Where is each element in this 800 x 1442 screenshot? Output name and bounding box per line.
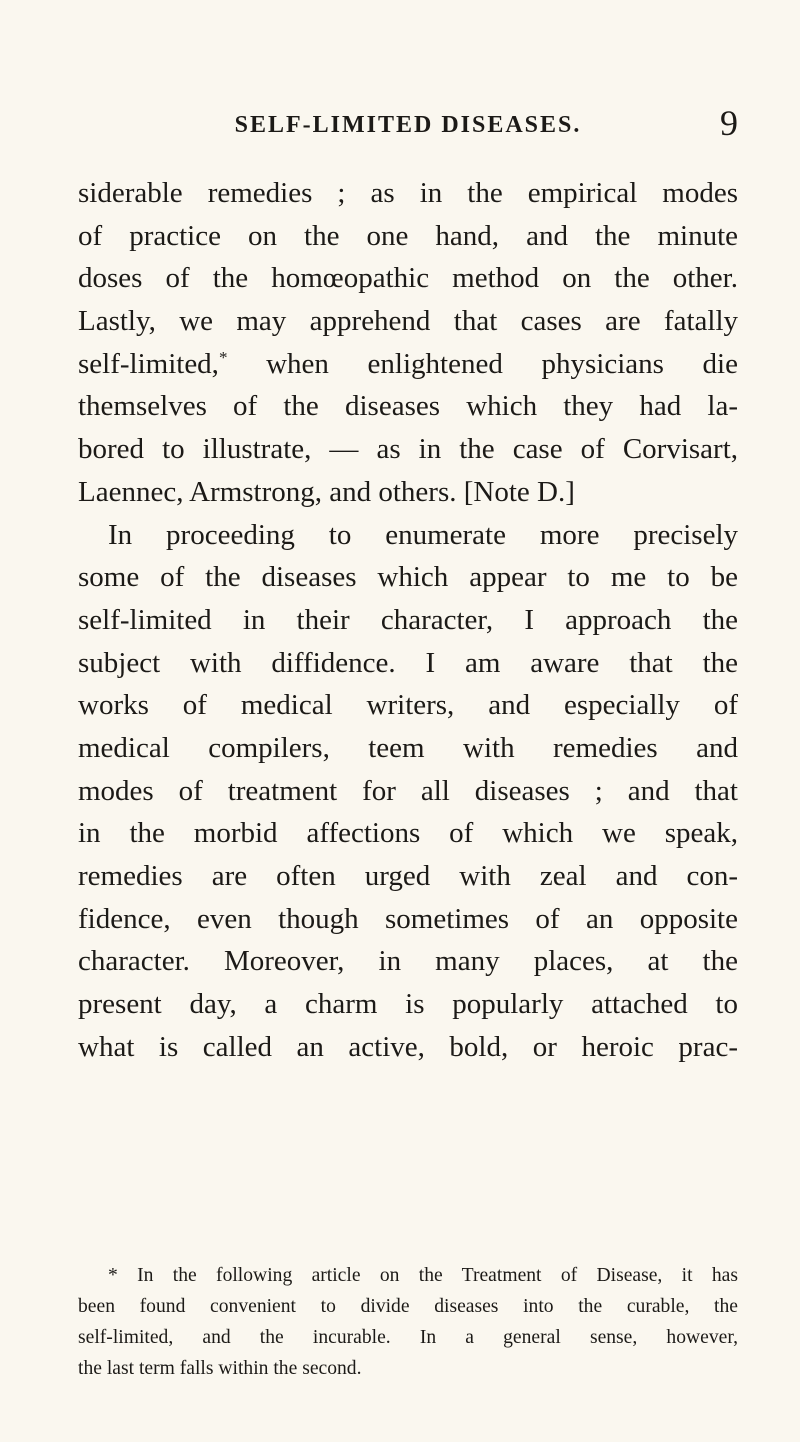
footnote-line: the last term falls within the second. (78, 1358, 362, 1379)
text-line: in the morbid affections of which we speak, (78, 817, 738, 850)
text-line: some of the diseases which appear to me to be (78, 561, 738, 594)
text-line: self-limited in their character, I approach the (78, 603, 738, 636)
text-line: present day, a charm is popularly attached to (78, 988, 738, 1021)
footnote (78, 1260, 738, 1384)
page-header (78, 103, 738, 148)
text-line: bored to illustrate, — as in the case of Corvisart, (78, 433, 738, 466)
text-line: themselves of the diseases which they had la- (78, 390, 738, 423)
page-number: 9 (720, 103, 738, 143)
footnote-line: self-limited, and the incurable. In a general sense, however, (78, 1327, 738, 1348)
text-line: of practice on the one hand, and the minute (78, 219, 738, 252)
running-head: SELF-LIMITED DISEASES. (234, 112, 582, 138)
text-line: In proceeding to enumerate more precisely (108, 518, 738, 551)
text-line: doses of the homœopathic method on the other. (78, 262, 738, 295)
text-line: Laennec, Armstrong, and others. [Note D.] (78, 475, 575, 508)
text-line: modes of treatment for all diseases ; and that (78, 774, 738, 807)
text-line: fidence, even though sometimes of an opposite (78, 902, 738, 935)
text-line: medical compilers, teem with remedies and (78, 731, 738, 764)
text-line: character. Moreover, in many places, at the (78, 945, 738, 978)
body-text (78, 172, 738, 1068)
text-line: siderable remedies ; as in the empirical modes (78, 177, 738, 209)
footnote-line: been found convenient to divide diseases into the curable, the (78, 1296, 738, 1317)
text-line: what is called an active, bold, or heroic prac- (78, 1030, 738, 1063)
text-line: remedies are often urged with zeal and con- (78, 860, 738, 892)
text-line: Lastly, we may apprehend that cases are fatally (78, 305, 738, 338)
footnote-line: * In the following article on the Treatment of Disease, it has (108, 1265, 738, 1286)
text-line: subject with diffidence. I am aware that the (78, 646, 738, 679)
footnote-marker: * (218, 347, 228, 367)
text-line: self-limited,* when enlightened physicians die (78, 347, 738, 380)
text-line: works of medical writers, and especially of (78, 689, 738, 722)
